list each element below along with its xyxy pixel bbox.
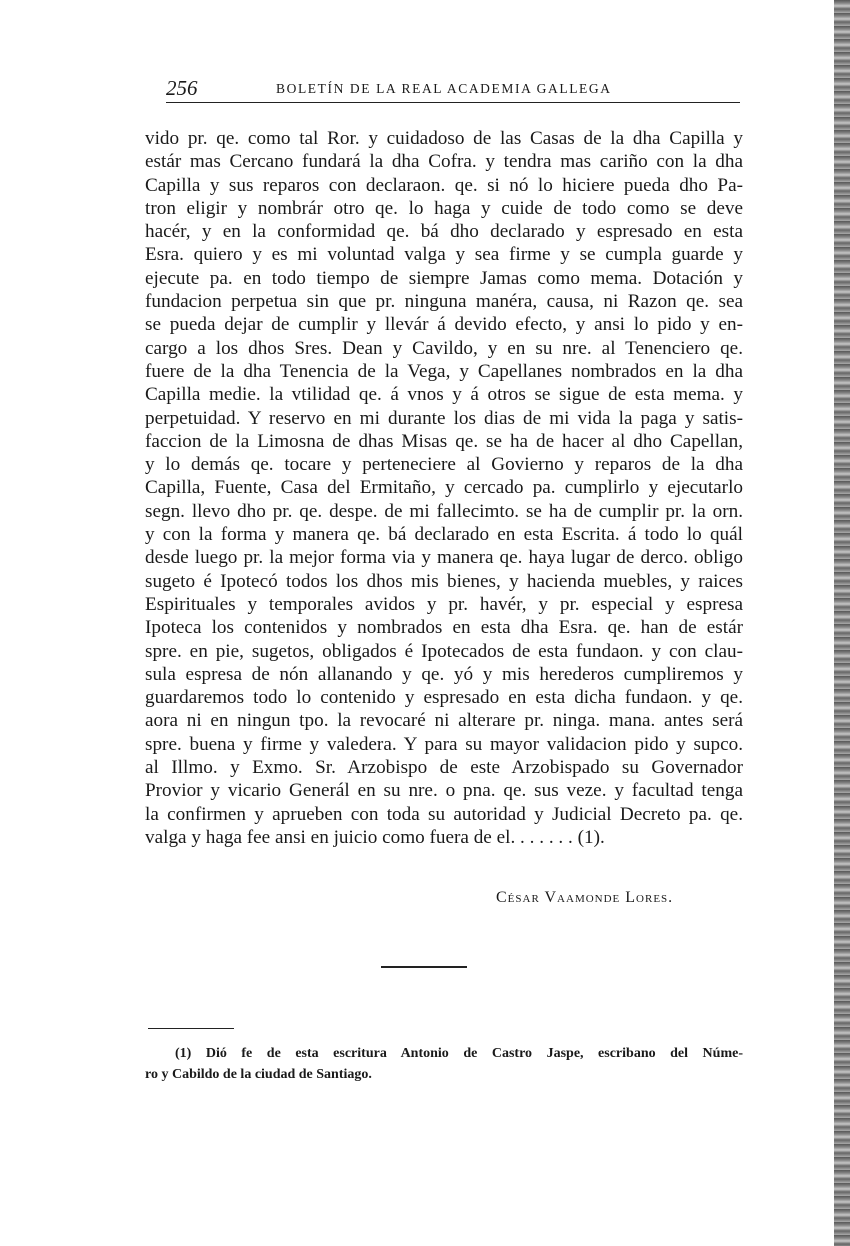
text-line: Esra. quiero y es mi voluntad valga y sea firme y se cumpla guarde y xyxy=(145,244,743,266)
text-line: faccion de la Limosna de dhas Misas qe. se ha de hacer al dho Capellan, xyxy=(145,430,743,452)
text-line: y lo demás qe. tocare y perteneciere al Govierno y reparos de la dha xyxy=(145,454,743,476)
text-line: aora ni en ningun tpo. la revocaré ni alterare pr. ninga. mana. antes será xyxy=(145,710,743,732)
text-line: spre. buena y firme y valedera. Y para su mayor validacion pido y supco. xyxy=(145,733,743,755)
running-title: BOLETÍN DE LA REAL ACADEMIA GALLEGA xyxy=(276,81,612,96)
text-line: Capilla, Fuente, Casa del Ermitaño, y cercado pa. cumplirlo y ejecutarlo xyxy=(145,477,743,499)
text-line: estár mas Cercano fundará la dha Cofra. y tendra mas cariño con la dha xyxy=(145,151,743,173)
footnote-rule xyxy=(148,1028,234,1029)
scan-edge-shadow xyxy=(834,0,850,1246)
text-line: Capilla medie. la vtilidad qe. á vnos y á otros se sigue de esta mema. y xyxy=(145,384,743,406)
text-line: fundacion perpetua sin que pr. ninguna manéra, causa, ni Razon qe. sea xyxy=(145,291,743,313)
text-line: sula espresa de nón allanando y qe. yó y mis herederos cumpliremos y xyxy=(145,663,743,685)
footnote-line: ro y Cabildo de la ciudad de Santiago. xyxy=(145,1067,372,1082)
text-line: Capilla y sus reparos con declaraon. qe. si nó lo hiciere pueda dho Pa- xyxy=(145,174,743,196)
text-line: la confirmen y aprueben con toda su autoridad y Judicial Decreto pa. qe. xyxy=(145,803,743,825)
text-line: spre. en pie, sugetos, obligados é Ipotecados de esta fundaon. y con clau- xyxy=(145,640,743,662)
text-line: perpetuidad. Y reservo en mi durante los dias de mi vida la paga y satis- xyxy=(145,407,743,429)
page-header xyxy=(166,76,740,103)
text-line: guardaremos todo lo contenido y espresado en esta dicha fundaon. y qe. xyxy=(145,687,743,709)
footnote-line: (1) Dió fe de esta escritura Antonio de Castro Jaspe, escribano del Núme- xyxy=(175,1046,743,1061)
text-line: Provior y vicario Generál en su nre. o pna. qe. sus veze. y facultad tenga xyxy=(145,780,743,802)
text-line: tron eligir y nombrár otro qe. lo haga y cuide de todo como se deve xyxy=(145,197,743,219)
text-line: se pueda dejar de cumplir y llevár á devido efecto, y ansi lo pido y en- xyxy=(145,314,743,336)
text-line: y con la forma y manera qe. bá declarado en esta Escrita. á todo lo quál xyxy=(145,524,743,546)
text-line: sugeto é Ipotecó todos los dhos mis bienes, y hacienda muebles, y raices xyxy=(145,570,743,592)
author-signature: César Vaamonde Lores. xyxy=(496,889,674,906)
text-line: Espirituales y temporales avidos y pr. havér, y pr. especial y espresa xyxy=(145,593,743,615)
text-line: ejecute pa. en todo tiempo de siempre Jamas como mema. Dotación y xyxy=(145,267,743,289)
text-line: Ipoteca los contenidos y nombrados en esta dha Esra. qe. han de estár xyxy=(145,617,743,639)
body-text xyxy=(145,127,743,849)
section-divider xyxy=(381,966,467,968)
text-line: cargo a los dhos Sres. Dean y Cavildo, y en su nre. al Tenenciero qe. xyxy=(145,337,743,359)
text-line-last: valga y haga fee ansi en juicio como fuera de el. . . . . . . (1). xyxy=(145,826,605,848)
page-number: 256 xyxy=(166,76,198,100)
text-line: desde luego pr. la mejor forma via y manera qe. haya lugar de derco. obligo xyxy=(145,547,743,569)
text-line: segn. llevo dho pr. qe. despe. de mi fallecimto. se ha de cumplir pr. la orn. xyxy=(145,500,743,522)
footnote xyxy=(145,1043,743,1085)
text-line: al Illmo. y Exmo. Sr. Arzobispo de este Arzobispado su Governador xyxy=(145,757,743,779)
text-line: vido pr. qe. como tal Ror. y cuidadoso de las Casas de la dha Capilla y xyxy=(145,128,743,149)
text-line: hacér, y en la conformidad qe. bá dho declarado y espresado en esta xyxy=(145,221,743,243)
text-line: fuere de la dha Tenencia de la Vega, y Capellanes nombrados en la dha xyxy=(145,360,743,382)
